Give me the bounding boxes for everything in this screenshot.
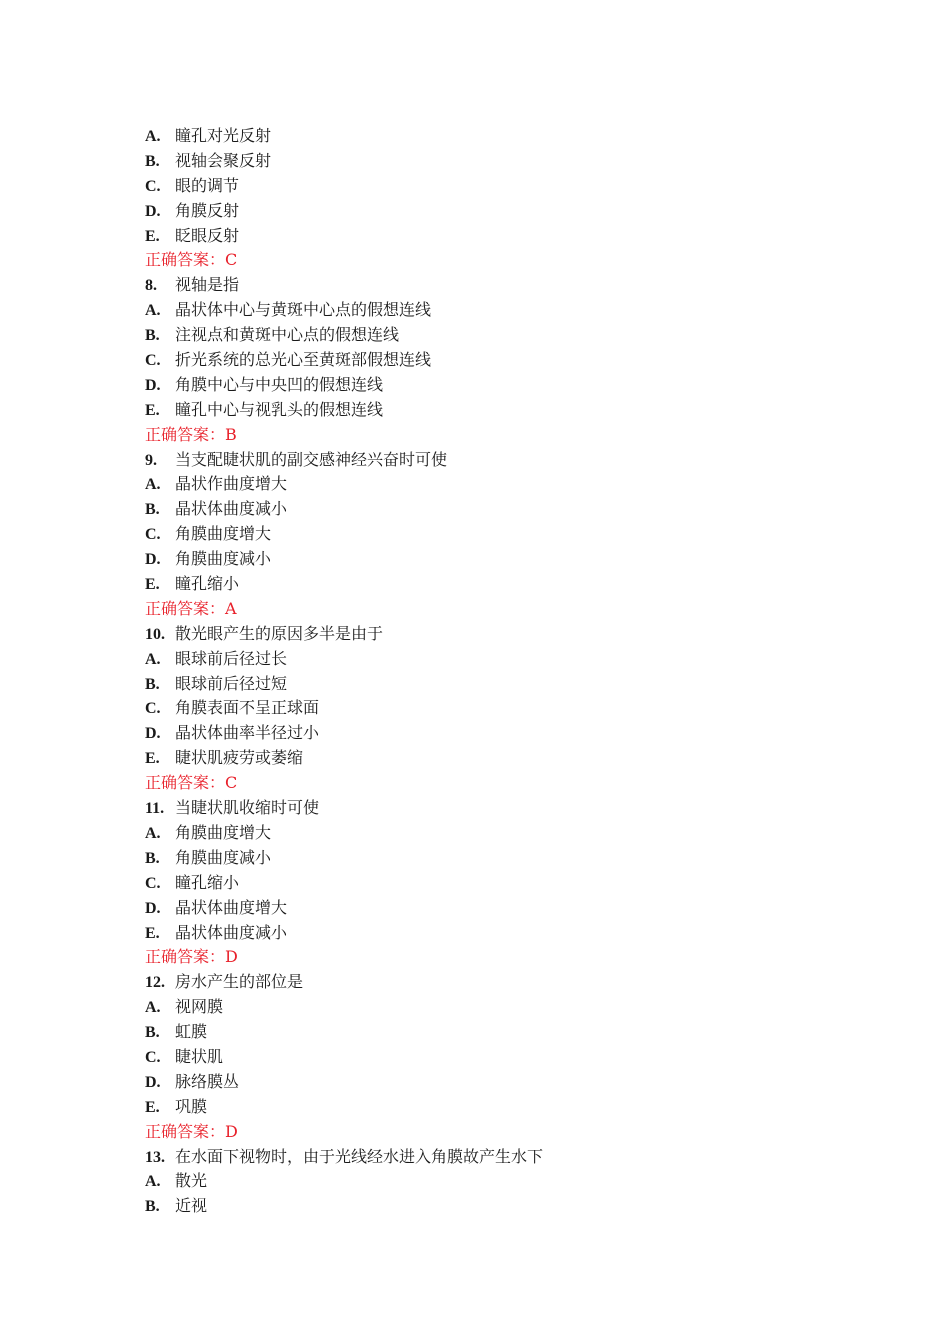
option-label: D. xyxy=(145,1073,161,1091)
option-line xyxy=(145,896,845,921)
option-label: D. xyxy=(145,202,161,220)
option-text: 散光 xyxy=(175,1171,208,1191)
option-line xyxy=(145,696,845,721)
option-text: 巩膜 xyxy=(175,1096,208,1116)
question-number: 12. xyxy=(145,974,165,992)
option-label: C. xyxy=(145,700,161,718)
option-label: E. xyxy=(145,1098,160,1116)
option-line xyxy=(145,149,845,174)
correct-answer-text: 正确答案：D xyxy=(145,947,238,967)
option-text: 瞳孔对光反射 xyxy=(175,126,272,145)
option-label: A. xyxy=(145,128,161,145)
option-text: 睫状肌疲劳或萎缩 xyxy=(175,748,304,768)
option-label: B. xyxy=(145,849,160,867)
question-number: 9. xyxy=(145,451,157,469)
option-line xyxy=(145,1169,845,1194)
option-line xyxy=(145,572,845,597)
document-content xyxy=(145,124,845,1219)
option-label: A. xyxy=(145,650,161,668)
option-text: 瞳孔缩小 xyxy=(175,872,240,892)
option-line xyxy=(145,199,845,224)
option-label: D. xyxy=(145,899,161,917)
option-text: 晶状体曲率半径过小 xyxy=(175,723,320,743)
option-label: D. xyxy=(145,725,161,743)
option-label: D. xyxy=(145,376,161,394)
option-text: 眼球前后径过长 xyxy=(175,648,288,668)
option-label: B. xyxy=(145,327,160,345)
option-line xyxy=(145,1194,845,1219)
correct-answer-line xyxy=(145,248,845,273)
option-label: E. xyxy=(145,750,160,768)
option-label: A. xyxy=(145,999,161,1017)
question-line xyxy=(145,622,845,647)
option-line xyxy=(145,522,845,547)
option-line xyxy=(145,821,845,846)
option-text: 瞳孔中心与视乳头的假想连线 xyxy=(175,399,384,419)
correct-answer-text: 正确答案：C xyxy=(145,250,238,270)
option-label: E. xyxy=(145,227,160,245)
question-text: 散光眼产生的原因多半是由于 xyxy=(175,623,384,643)
option-line xyxy=(145,497,845,522)
question-text: 房水产生的部位是 xyxy=(175,972,304,992)
option-text: 晶状作曲度增大 xyxy=(175,474,288,494)
correct-answer-line xyxy=(145,597,845,622)
correct-answer-text: 正确答案：A xyxy=(145,598,237,618)
option-line xyxy=(145,1045,845,1070)
option-line xyxy=(145,298,845,323)
option-label: E. xyxy=(145,924,160,942)
question-number: 11. xyxy=(145,800,165,818)
question-line xyxy=(145,796,845,821)
option-label: B. xyxy=(145,1024,160,1042)
option-label: B. xyxy=(145,675,160,693)
option-line xyxy=(145,871,845,896)
option-text: 眼的调节 xyxy=(175,175,240,195)
question-line xyxy=(145,970,845,995)
correct-answer-text: 正确答案：B xyxy=(145,424,237,444)
option-label: C. xyxy=(145,526,161,544)
option-line xyxy=(145,1020,845,1045)
option-line xyxy=(145,124,845,149)
option-label: E. xyxy=(145,401,160,419)
option-line xyxy=(145,373,845,398)
question-text: 在水面下视物时，由于光线经水进入角膜故产生水下 xyxy=(175,1146,544,1166)
option-label: B. xyxy=(145,152,160,170)
option-label: D. xyxy=(145,551,161,569)
option-text: 晶状体曲度减小 xyxy=(175,922,288,942)
option-line xyxy=(145,672,845,697)
option-line xyxy=(145,1070,845,1095)
option-text: 虹膜 xyxy=(175,1022,208,1042)
question-number: 10. xyxy=(145,625,165,643)
correct-answer-text: 正确答案：C xyxy=(145,773,238,793)
option-text: 角膜表面不呈正球面 xyxy=(175,698,320,718)
option-text: 视轴会聚反射 xyxy=(175,150,272,170)
correct-answer-line xyxy=(145,423,845,448)
question-line xyxy=(145,273,845,298)
option-label: E. xyxy=(145,576,160,594)
option-label: A. xyxy=(145,1173,161,1191)
option-line xyxy=(145,921,845,946)
option-label: C. xyxy=(145,874,161,892)
option-text: 眨眼反射 xyxy=(175,225,240,245)
option-label: C. xyxy=(145,352,161,370)
option-text: 瞳孔缩小 xyxy=(175,574,240,594)
option-text: 视网膜 xyxy=(175,997,224,1017)
option-text: 角膜曲度减小 xyxy=(175,847,272,867)
option-label: B. xyxy=(145,501,160,519)
correct-answer-line xyxy=(145,771,845,796)
option-text: 脉络膜丛 xyxy=(175,1071,240,1091)
option-line xyxy=(145,721,845,746)
option-text: 注视点和黄斑中心点的假想连线 xyxy=(175,325,400,345)
question-line xyxy=(145,448,845,473)
option-line xyxy=(145,174,845,199)
option-line xyxy=(145,846,845,871)
option-line xyxy=(145,746,845,771)
option-label: A. xyxy=(145,302,161,320)
option-text: 睫状肌 xyxy=(175,1046,224,1066)
option-text: 近视 xyxy=(175,1196,208,1216)
option-text: 角膜曲度增大 xyxy=(175,822,272,842)
option-text: 角膜反射 xyxy=(175,200,240,220)
option-label: A. xyxy=(145,824,161,842)
option-text: 晶状体曲度增大 xyxy=(175,897,288,917)
option-text: 折光系统的总光心至黄斑部假想连线 xyxy=(175,350,432,370)
question-line xyxy=(145,1145,845,1170)
option-line xyxy=(145,547,845,572)
option-line xyxy=(145,323,845,348)
option-text: 晶状体曲度减小 xyxy=(175,499,288,519)
option-line xyxy=(145,348,845,373)
question-text: 当支配睫状肌的副交感神经兴奋时可使 xyxy=(175,449,448,469)
option-text: 角膜曲度减小 xyxy=(175,549,272,569)
option-text: 角膜中心与中央凹的假想连线 xyxy=(175,374,384,394)
option-line xyxy=(145,398,845,423)
option-line xyxy=(145,472,845,497)
question-number: 13. xyxy=(145,1148,165,1166)
option-label: A. xyxy=(145,476,161,494)
question-text: 当睫状肌收缩时可使 xyxy=(175,798,320,818)
option-line xyxy=(145,224,845,249)
option-line xyxy=(145,995,845,1020)
correct-answer-text: 正确答案：D xyxy=(145,1121,238,1141)
option-line xyxy=(145,647,845,672)
correct-answer-line xyxy=(145,945,845,970)
correct-answer-line xyxy=(145,1120,845,1145)
option-text: 晶状体中心与黄斑中心点的假想连线 xyxy=(175,300,432,320)
option-label: C. xyxy=(145,1048,161,1066)
question-text: 视轴是指 xyxy=(175,275,240,295)
question-number: 8. xyxy=(145,277,157,295)
option-text: 角膜曲度增大 xyxy=(175,524,272,544)
option-label: B. xyxy=(145,1198,160,1216)
option-line xyxy=(145,1095,845,1120)
option-text: 眼球前后径过短 xyxy=(175,673,288,693)
option-label: C. xyxy=(145,177,161,195)
